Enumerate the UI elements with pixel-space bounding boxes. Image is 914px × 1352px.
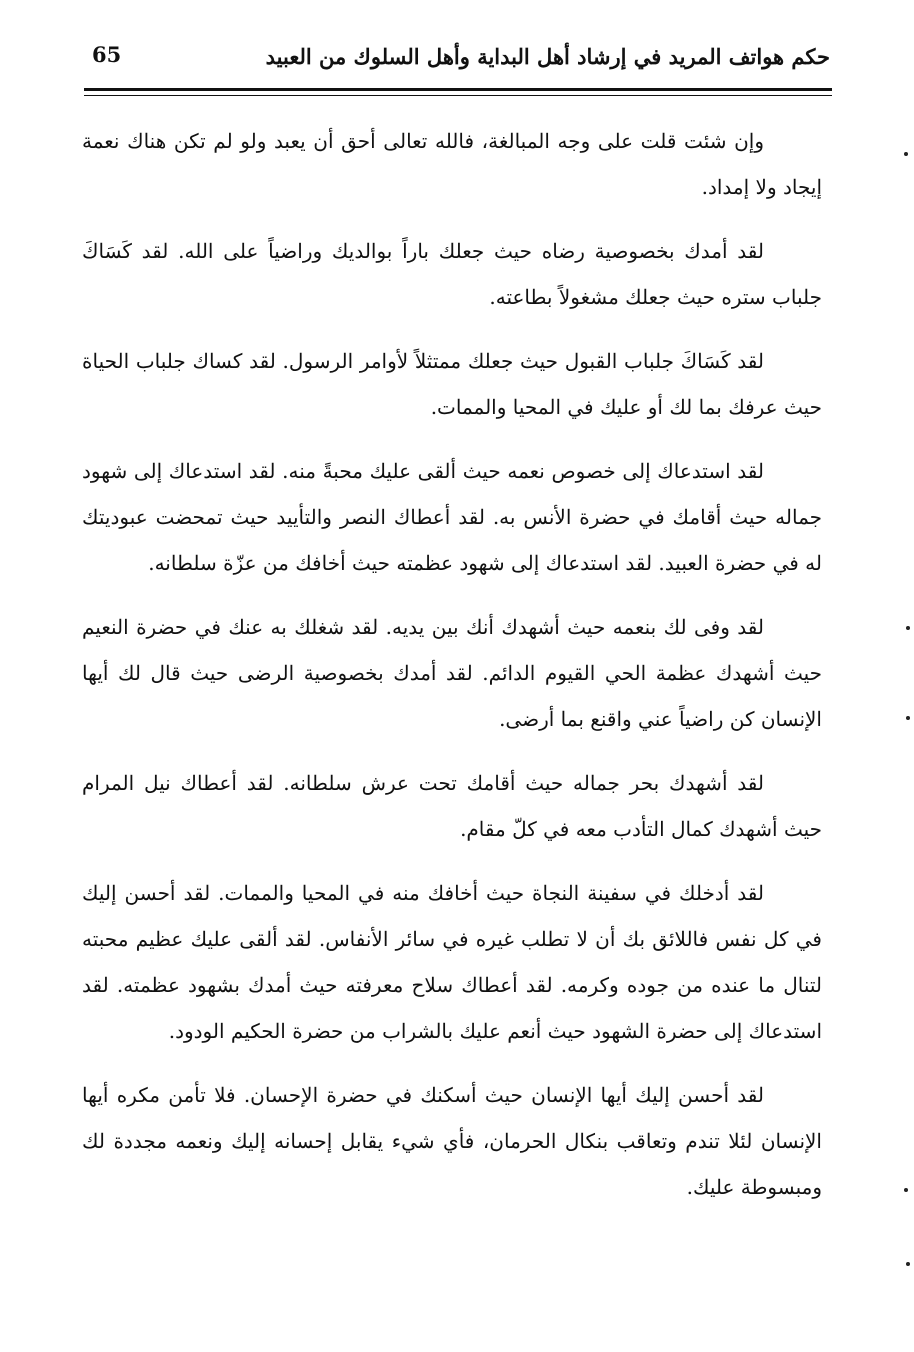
page-body (82, 118, 822, 1210)
running-header (84, 38, 830, 88)
scan-speck (906, 626, 910, 630)
scan-speck (904, 1188, 908, 1192)
paragraph-7: لقد أدخلك في سفينة النجاة حيث أخافك منه في المحيا والممات. لقد أحسن إليك في كل نفس فاللائق بك أن لا تطلب غيره في سائر الأنفاس. لقد ألقى عليك عظيم محبته لتنال ما عنده من جوده وكرمه. لقد أعطاك سلاح معرفته حيث أمدك بشهود عظمته. لقد استدعاك إلى حضرة الشهود حيث أنعم عليك بالشراب من حضرة الحكيم الودود. (82, 881, 822, 1043)
paragraph-8: لقد أحسن إليك أيها الإنسان حيث أسكنك في حضرة الإحسان. فلا تأمن مكره أيها الإنسان لئلا تندم وتعاقب بنكال الحرمان، فأي شيء يقابل إحسانه إليك ونعمه مجددة لك ومبسوطة عليك. (82, 1083, 822, 1199)
paragraph-2: لقد أمدك بخصوصية رضاه حيث جعلك باراً بوالديك وراضياً على الله. لقد كَسَاكَ جلباب ستره حيث جعلك مشغولاً بطاعته. (82, 239, 822, 309)
header-title: حكم هواتف المريد في إرشاد أهل البداية وأهل السلوك من العبيد (265, 44, 830, 69)
scan-speck (904, 152, 908, 156)
page-number: 65 (92, 42, 122, 67)
paragraph-3: لقد كَسَاكَ جلباب القبول حيث جعلك ممتثلاً لأوامر الرسول. لقد كساك جلباب الحياة حيث عرفك بما لك أو عليك في المحيا والممات. (82, 349, 822, 419)
header-rule-thick (84, 88, 832, 91)
paragraph-4: لقد استدعاك إلى خصوص نعمه حيث ألقى عليك محبةً منه. لقد استدعاك إلى شهود جماله حيث أقامك في حضرة الأنس به. لقد أعطاك النصر والتأييد حيث تمحضت عبوديتك له في حضرة العبيد. لقد استدعاك إلى شهود عظمته حيث أخافك من عزّة سلطانه. (82, 459, 822, 575)
paragraph-5: لقد وفى لك بنعمه حيث أشهدك أنك بين يديه. لقد شغلك به عنك في حضرة النعيم حيث أشهدك عظمة الحي القيوم الدائم. لقد أمدك بخصوصية الرضى حيث قال لك أيها الإنسان كن راضياً عني واقنع بما أرضى. (82, 615, 822, 731)
scan-speck (906, 716, 910, 720)
paragraph-1: وإن شئت قلت على وجه المبالغة، فالله تعالى أحق أن يعبد ولو لم تكن هناك نعمة إيجاد ولا إمداد. (82, 129, 822, 199)
header-rule-thin (84, 95, 832, 96)
paragraph-6: لقد أشهدك بحر جماله حيث أقامك تحت عرش سلطانه. لقد أعطاك نيل المرام حيث أشهدك كمال التأدب معه في كلّ مقام. (82, 771, 822, 841)
scan-speck (906, 1262, 910, 1266)
